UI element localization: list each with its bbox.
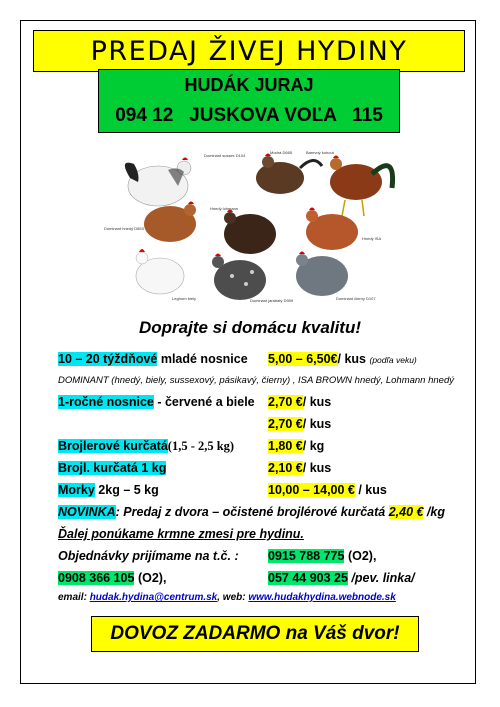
breed-label: Dominant sussex D104: [204, 153, 246, 158]
offer-price-young-hens: [268, 352, 417, 366]
breed-label: Dominant jarabatý D959: [250, 298, 294, 303]
phone-number-landline[interactable]: 057 44 903 25: [268, 571, 348, 585]
phone-row-2: [58, 571, 166, 585]
price-unit: / kus: [337, 352, 370, 366]
price-highlight: 5,00 – 6,50€: [268, 352, 338, 366]
offer-row-yearling-hens: [58, 395, 255, 409]
offer-price-yearling-hens: [268, 395, 331, 409]
colorful-cock-drawing: [330, 156, 393, 217]
phone-number-mobile-1[interactable]: 0915 788 775: [268, 549, 345, 563]
orders-label: Objednávky prijímame na t.č. :: [58, 549, 239, 563]
owner-name: HUDÁK JURAJ: [184, 75, 314, 95]
landline-note: /pev. linka/: [347, 571, 415, 585]
email-label: email:: [58, 592, 90, 603]
phone-row-3: [268, 571, 415, 585]
red-hen-drawing: [306, 208, 358, 251]
price-unit: / kus: [302, 417, 332, 431]
breed-label: Dominant čierny D107: [336, 296, 376, 301]
news-price: 2,40 €: [388, 505, 424, 519]
price-highlight: 2,10 €: [268, 461, 303, 475]
offer-price-broilers-1kg: [268, 461, 331, 475]
price-highlight: 2,70 €: [268, 395, 303, 409]
contact-links: [58, 592, 396, 603]
owner-banner: [98, 69, 400, 133]
offer-row-young-hens: [58, 352, 248, 366]
breed-label: Dominant hnedý D853: [104, 226, 144, 231]
offer-label-highlight: 10 – 20 týždňové: [58, 352, 158, 366]
price-highlight: 2,70 €: [268, 417, 303, 431]
offer-price-broilers: [268, 439, 324, 453]
offer-label-rest: mladé nosnice: [157, 352, 248, 366]
price-unit: / kg: [302, 439, 325, 453]
breed-label: Leghorn biely: [172, 296, 197, 301]
news-row: [58, 505, 445, 519]
tagline: Doprajte si domácu kvalitu!: [139, 318, 361, 337]
phone-operator: (O2),: [344, 549, 377, 563]
title-banner: [33, 30, 465, 72]
offer-label-rest: 2kg – 5 kg: [94, 483, 159, 497]
dark-cock-drawing: [256, 154, 322, 195]
poultry-illustration: [100, 148, 400, 308]
white-leghorn-drawing: [136, 249, 184, 294]
breed-label: Modrá D665: [270, 150, 293, 155]
brown-hen-drawing: [144, 202, 196, 243]
price-highlight: 1,80 €: [268, 439, 303, 453]
price-unit: / kus: [302, 395, 332, 409]
grey-hen-drawing: [296, 252, 348, 297]
speckled-hen-drawing: [212, 254, 266, 301]
web-link[interactable]: www.hudakhydina.webnode.sk: [248, 592, 396, 603]
offer-label-highlight: Brojlerové kurčatá: [58, 439, 168, 453]
breed-label: Hnedý ISA: [362, 236, 382, 241]
offer-row-turkeys: [58, 483, 159, 497]
phone-row-1: [268, 549, 376, 563]
news-text: : Predaj z dvora – očistené brojlérové kurčatá: [115, 505, 389, 519]
feed-offer: Ďalej ponúkame krmne zmesi pre hydinu.: [58, 527, 304, 541]
free-delivery-banner: DOVOZ ZADARMO na Váš dvor!: [91, 616, 419, 652]
offer-label-highlight: 1-ročné nosnice: [58, 395, 154, 409]
news-unit: /kg: [423, 505, 445, 519]
price-note: (podľa veku): [369, 355, 417, 365]
offer-price-turkeys: [268, 483, 387, 497]
offer-label-rest: (1,5 - 2,5 kg): [167, 439, 235, 453]
breeds-list: DOMINANT (hnedý, biely, sussexový, pásikavý, čierny) , ISA BROWN hnedý, Lohmann hnedý: [58, 375, 454, 386]
sussex-hen-drawing: [125, 158, 191, 207]
price-highlight: 10,00 – 14,00 €: [268, 483, 355, 497]
breed-label: Barevný kohout: [306, 150, 334, 155]
web-label: , web:: [217, 592, 249, 603]
price-unit: / kus: [302, 461, 332, 475]
price-unit: / kus: [354, 483, 387, 497]
offer-label-highlight: Morky: [58, 483, 95, 497]
offer-label-rest: - červené a biele: [153, 395, 255, 409]
dark-hen-drawing: [224, 210, 276, 255]
page-title: PREDAJ ŽIVEJ HYDINY: [90, 35, 408, 67]
breed-label: Hnedý lohmann: [210, 206, 239, 211]
owner-address: 094 12 JUSKOVA VOĽA 115: [115, 105, 383, 126]
news-badge: NOVINKA: [58, 505, 116, 519]
offer-row-broilers: [58, 439, 234, 454]
offer-row-broilers-1kg: [58, 461, 166, 475]
email-link[interactable]: hudak.hydina@centrum.sk: [89, 592, 218, 603]
phone-operator: (O2),: [134, 571, 167, 585]
offer-price-second: [268, 417, 331, 431]
offer-label-highlight: Brojl. kurčatá 1 kg: [58, 461, 167, 475]
phone-number-mobile-2[interactable]: 0908 366 105: [58, 571, 135, 585]
